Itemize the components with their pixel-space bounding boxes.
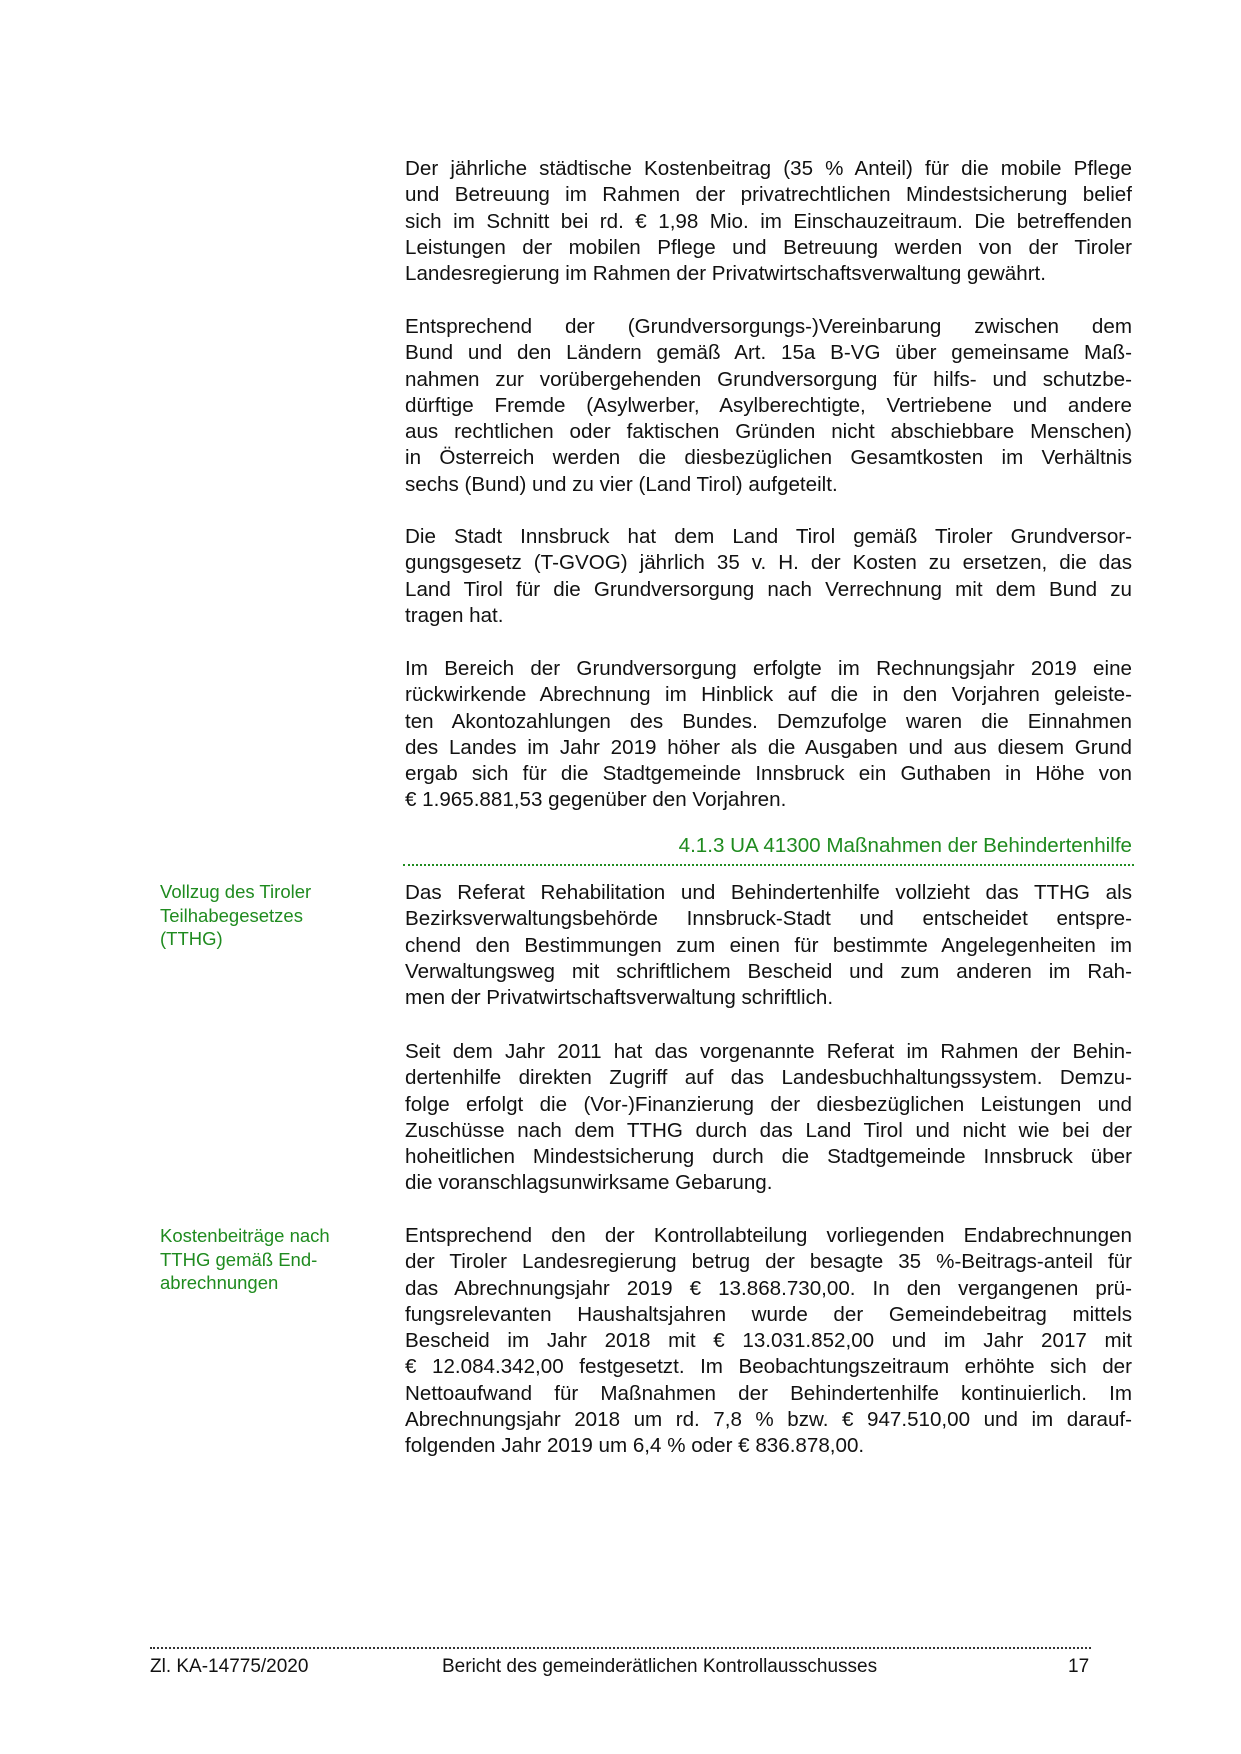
side-note-tthg — [160, 880, 380, 951]
text-line: Nettoaufwand für Maßnahmen der Behindertenhilfe kontinuierlich. Im — [405, 1381, 1132, 1405]
paragraph-3 — [405, 524, 1132, 629]
footer-reference: Zl. KA-14775/2020 — [150, 1656, 309, 1677]
text-line: das Abrechnungsjahr 2019 € 13.868.730,00. In den vergangenen prü- — [405, 1276, 1132, 1300]
text-line: hoheitlichen Mindestsicherung durch die Stadtgemeinde Innsbruck über — [405, 1145, 1132, 1169]
text-line: Bezirksverwaltungsbehörde Innsbruck-Stadt und entscheidet entspre- — [405, 907, 1132, 931]
text-line: Verwaltungsweg mit schriftlichem Bescheid und zum anderen im Rah- — [405, 959, 1132, 983]
text-line: Zuschüsse nach dem TTHG durch das Land Tirol und nicht wie bei der — [405, 1118, 1132, 1142]
section-heading: 4.1.3 UA 41300 Maßnahmen der Behindertenhilfe — [678, 834, 1132, 857]
footer-divider — [150, 1647, 1091, 1649]
side-note-line: Teilhabegesetzes — [160, 904, 303, 926]
text-line: chend den Bestimmungen zum einen für bestimmte Angelegenheiten im — [405, 933, 1132, 957]
text-line: gungsgesetz (T-GVOG) jährlich 35 v. H. der Kosten zu ersetzen, die das — [405, 551, 1132, 575]
side-note-line: Vollzug des Tiroler — [160, 881, 312, 902]
text-line: Seit dem Jahr 2011 hat das vorgenannte Referat im Rahmen der Behin- — [405, 1040, 1132, 1063]
text-line: die voranschlagsunwirksame Gebarung. — [405, 1171, 773, 1195]
text-line: Abrechnungsjahr 2018 um rd. 7,8 % bzw. € 947.510,00 und im darauf- — [405, 1408, 1132, 1432]
text-line: € 12.084.342,00 festgesetzt. Im Beobachtungszeitraum erhöhte sich der — [405, 1355, 1132, 1379]
text-line: ergab sich für die Stadtgemeinde Innsbruck ein Guthaben in Höhe von — [405, 762, 1132, 786]
text-line: Landesregierung im Rahmen der Privatwirtschaftsverwaltung gewährt. — [405, 262, 1047, 286]
side-note-line: TTHG gemäß End- — [160, 1248, 318, 1270]
page-number: 17 — [1068, 1656, 1090, 1677]
text-line: aus rechtlichen oder faktischen Gründen nicht abschiebbare Menschen) — [405, 420, 1132, 444]
text-line: Das Referat Rehabilitation und Behindertenhilfe vollzieht das TTHG als — [405, 881, 1132, 904]
text-line: Entsprechend den der Kontrollabteilung vorliegenden Endabrechnungen — [405, 1224, 1132, 1247]
footer-title: Bericht des gemeinderätlichen Kontrollausschusses — [442, 1656, 878, 1677]
side-note-line: (TTHG) — [160, 928, 223, 949]
text-line: Bund und den Ländern gemäß Art. 15a B-VG über gemeinsame Maß- — [405, 341, 1132, 365]
paragraph-4 — [405, 656, 1132, 814]
paragraph-6 — [405, 1039, 1132, 1197]
paragraph-1 — [405, 156, 1132, 287]
paragraph-5 — [405, 880, 1132, 1011]
text-line: Leistungen der mobilen Pflege und Betreuung werden von der Tiroler — [405, 235, 1132, 259]
text-line: dürftige Fremde (Asylwerber, Asylberechtigte, Vertriebene und andere — [405, 393, 1132, 417]
text-line: fungsrelevanten Haushaltsjahren wurde der Gemeindebeitrag mittels — [405, 1302, 1132, 1326]
text-line: Bescheid im Jahr 2018 mit € 13.031.852,00 und im Jahr 2017 mit — [405, 1329, 1132, 1353]
text-line: Land Tirol für die Grundversorgung nach Verrechnung mit dem Bund zu — [405, 577, 1132, 601]
text-line: Die Stadt Innsbruck hat dem Land Tirol gemäß Tiroler Grundversor- — [405, 525, 1132, 548]
side-note-kostenbeitraege — [160, 1224, 380, 1295]
text-line: folgenden Jahr 2019 um 6,4 % oder € 836.878,00. — [405, 1434, 865, 1458]
text-line: in Österreich werden die diesbezüglichen Gesamtkosten im Verhältnis — [405, 446, 1132, 470]
text-line: Im Bereich der Grundversorgung erfolgte im Rechnungsjahr 2019 eine — [405, 657, 1132, 680]
text-line: folge erfolgt die (Vor-)Finanzierung der diesbezüglichen Leistungen und — [405, 1092, 1132, 1116]
text-line: Der jährliche städtische Kostenbeitrag (35 % Anteil) für die mobile Pflege — [405, 157, 1132, 180]
text-line: nahmen zur vorübergehenden Grundversorgung für hilfs- und schutzbe- — [405, 367, 1132, 391]
text-line: sich im Schnitt bei rd. € 1,98 Mio. im Einschauzeitraum. Die betreffenden — [405, 209, 1132, 233]
text-line: rückwirkende Abrechnung im Hinblick auf die in den Vorjahren geleiste- — [405, 683, 1132, 707]
side-note-line: abrechnungen — [160, 1272, 279, 1293]
text-line: des Landes im Jahr 2019 höher als die Ausgaben und aus diesem Grund — [405, 735, 1132, 759]
text-line: und Betreuung im Rahmen der privatrechtlichen Mindestsicherung belief — [405, 183, 1132, 207]
text-line: der Tiroler Landesregierung betrug der besagte 35 %-Beitrags-anteil für — [405, 1250, 1132, 1274]
text-line: dertenhilfe direkten Zugriff auf das Landesbuchhaltungssystem. Demzu- — [405, 1066, 1132, 1090]
paragraph-7 — [405, 1223, 1132, 1460]
text-line: tragen hat. — [405, 603, 504, 627]
text-line: Entsprechend der (Grundversorgungs-)Vereinbarung zwischen dem — [405, 315, 1132, 338]
heading-divider — [403, 864, 1134, 866]
text-line: men der Privatwirtschaftsverwaltung schriftlich. — [405, 986, 834, 1010]
side-note-line: Kostenbeiträge nach — [160, 1225, 330, 1246]
text-line: € 1.965.881,53 gegenüber den Vorjahren. — [405, 788, 787, 812]
text-line: sechs (Bund) und zu vier (Land Tirol) aufgeteilt. — [405, 472, 838, 496]
paragraph-2 — [405, 314, 1132, 498]
text-line: ten Akontozahlungen des Bundes. Demzufolge waren die Einnahmen — [405, 709, 1132, 733]
